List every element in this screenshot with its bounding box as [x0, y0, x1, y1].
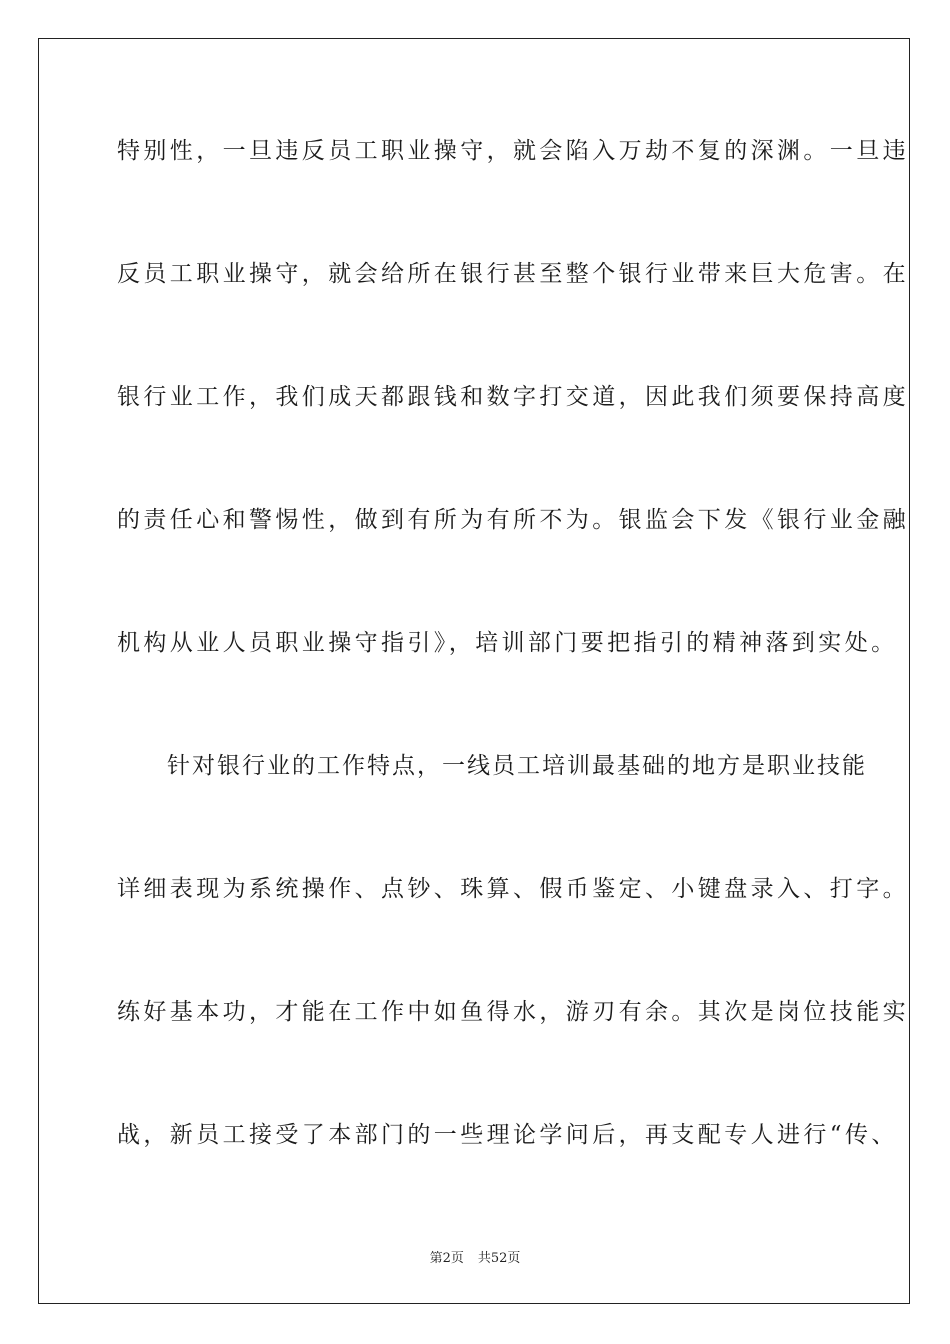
text-line: 特别性，一旦违反员工职业操守，就会陷入万劫不复的深渊。一旦违: [117, 138, 909, 164]
current-page-number: 第2页: [429, 1251, 464, 1266]
text-line: 战，新员工接受了本部门的一些理论学问后，再支配专人进行“传、: [117, 1122, 898, 1148]
text-line: 详细表现为系统操作、点钞、珠算、假币鉴定、小键盘录入、打字。: [117, 876, 909, 902]
text-line: 练好基本功，才能在工作中如鱼得水，游刃有余。其次是岗位技能实: [117, 999, 909, 1025]
text-line: 的责任心和警惕性，做到有所为有所不为。银监会下发《银行业金融: [117, 507, 909, 533]
document-body: [117, 128, 909, 1235]
text-line: 银行业工作，我们成天都跟钱和数字打交道，因此我们须要保持高度: [117, 384, 909, 410]
text-line: 反员工职业操守，就会给所在银行甚至整个银行业带来巨大危害。在: [117, 261, 909, 287]
page-footer: [0, 1247, 950, 1266]
text-line: 机构从业人员职业操守指引》，培训部门要把指引的精神落到实处。: [117, 630, 898, 656]
paragraph-first-line: 针对银行业的工作特点，一线员工培训最基础的地方是职业技能: [167, 753, 867, 779]
total-pages: 共52页: [477, 1251, 521, 1266]
